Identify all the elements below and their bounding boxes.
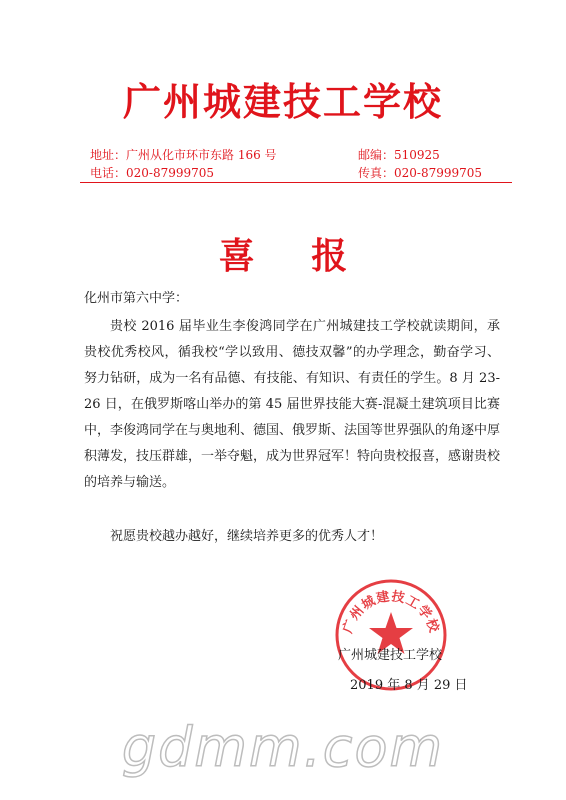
official-seal-stamp bbox=[334, 578, 448, 692]
letterhead-divider bbox=[80, 182, 512, 183]
salutation: 化州市第六中学： bbox=[84, 291, 189, 306]
postcode-line: 邮编：510925 bbox=[358, 148, 440, 162]
body-paragraph: 贵校 2016 届毕业生李俊鸿同学在广州城建技工学校就读期间，承贵校优秀校风，循我校“学以致用、德技双馨”的办学理念，勤奋学习、努力钻研，成为一名有品德、有技能、有知识、有责任的学生。8 月 23-26 日，在俄罗斯喀山举办的第 45 届世界技能大赛-混凝土建筑项目比赛中，李俊鸿同学在与奥地利、德国、俄罗斯、法国等世界强队的角逐中厚积薄发，技压群雄，一举夺魁，成为世界冠军！特向贵校报喜，感谢贵校的培养与输送。 bbox=[84, 319, 501, 490]
signature-school-name: 广州城建技工学校 bbox=[338, 648, 443, 663]
document-title: 喜 报 bbox=[218, 235, 370, 277]
address-line: 地址：广州从化市环市东路 166 号 bbox=[90, 148, 277, 162]
closing-wish: 祝愿贵校越办越好，继续培养更多的优秀人才！ bbox=[110, 529, 384, 544]
letter-body bbox=[84, 314, 500, 496]
school-name-heading: 广州城建技工学校 bbox=[122, 79, 443, 124]
phone-line: 电话：020-87999705 bbox=[90, 166, 215, 180]
signature-date: 2019 年 8 月 29 日 bbox=[350, 678, 468, 693]
seal-text: 广州城建技工学校 bbox=[340, 589, 442, 636]
fax-line: 传真：020-87999705 bbox=[358, 166, 483, 180]
site-watermark: gdmm.com bbox=[121, 716, 445, 779]
